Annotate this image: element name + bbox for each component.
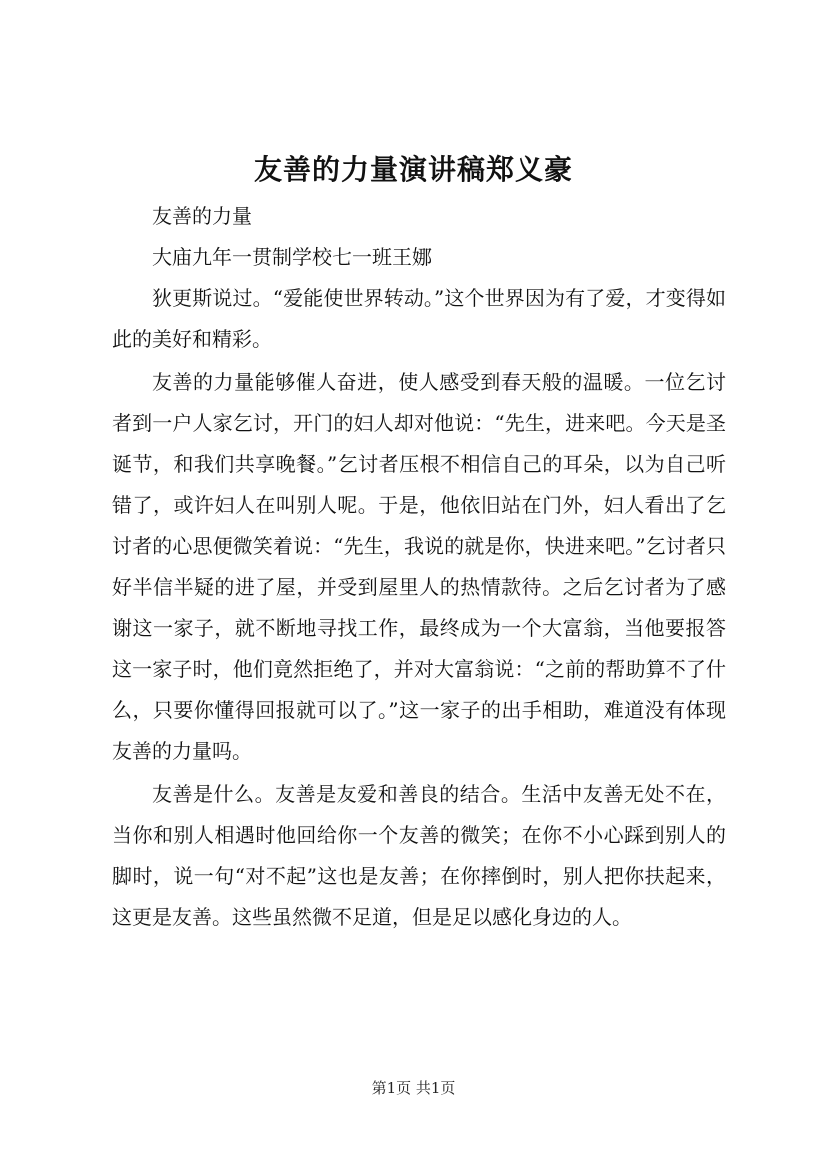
paragraph-definition: 友善是什么。友善是友爱和善良的结合。生活中友善无处不在，当你和别人相遇时他回给你一个友善的微笑；在你不小心踩到别人的脚时，说一句“对不起”这也是友善；在你摔倒时，别人把你扶起来，这更是友善。这些虽然微不足道，但是足以感化身边的人。 bbox=[112, 782, 726, 929]
paragraph-story: 友善的力量能够催人奋进，使人感受到春天般的温暖。一位乞讨者到一户人家乞讨，开门的妇人却对他说：“先生，进来吧。今天是圣诞节，和我们共享晚餐。”乞讨者压根不相信自己的耳朵，以为自己听错了，或许妇人在叫别人呢。于是，他依旧站在门外，妇人看出了乞讨者的心思便微笑着说：“先生，我说的就是你，快进来吧。”乞讨者只好半信半疑的进了屋，并受到屋里人的热情款待。之后乞讨者为了感谢这一家子，就不断地寻找工作，最终成为一个大富翁，当他要报答这一家子时，他们竟然拒绝了，并对大富翁说：“之前的帮助算不了什么，只要你懂得回报就可以了。”这一家子的出手相助，难道没有体现友善的力量吗。 bbox=[112, 370, 726, 763]
paragraph-author: 大庙九年一贯制学校七一班王娜 bbox=[152, 245, 432, 269]
paragraph-quote: 狄更斯说过。“爱能使世界转动。”这个世界因为有了爱，才变得如此的美好和精彩。 bbox=[112, 286, 726, 351]
paragraph-subtitle: 友善的力量 bbox=[152, 204, 252, 228]
document-body bbox=[112, 196, 726, 938]
document-title: 友善的力量演讲稿郑义豪 bbox=[253, 153, 573, 186]
page-footer: 第1页 共1页 bbox=[371, 1079, 456, 1097]
